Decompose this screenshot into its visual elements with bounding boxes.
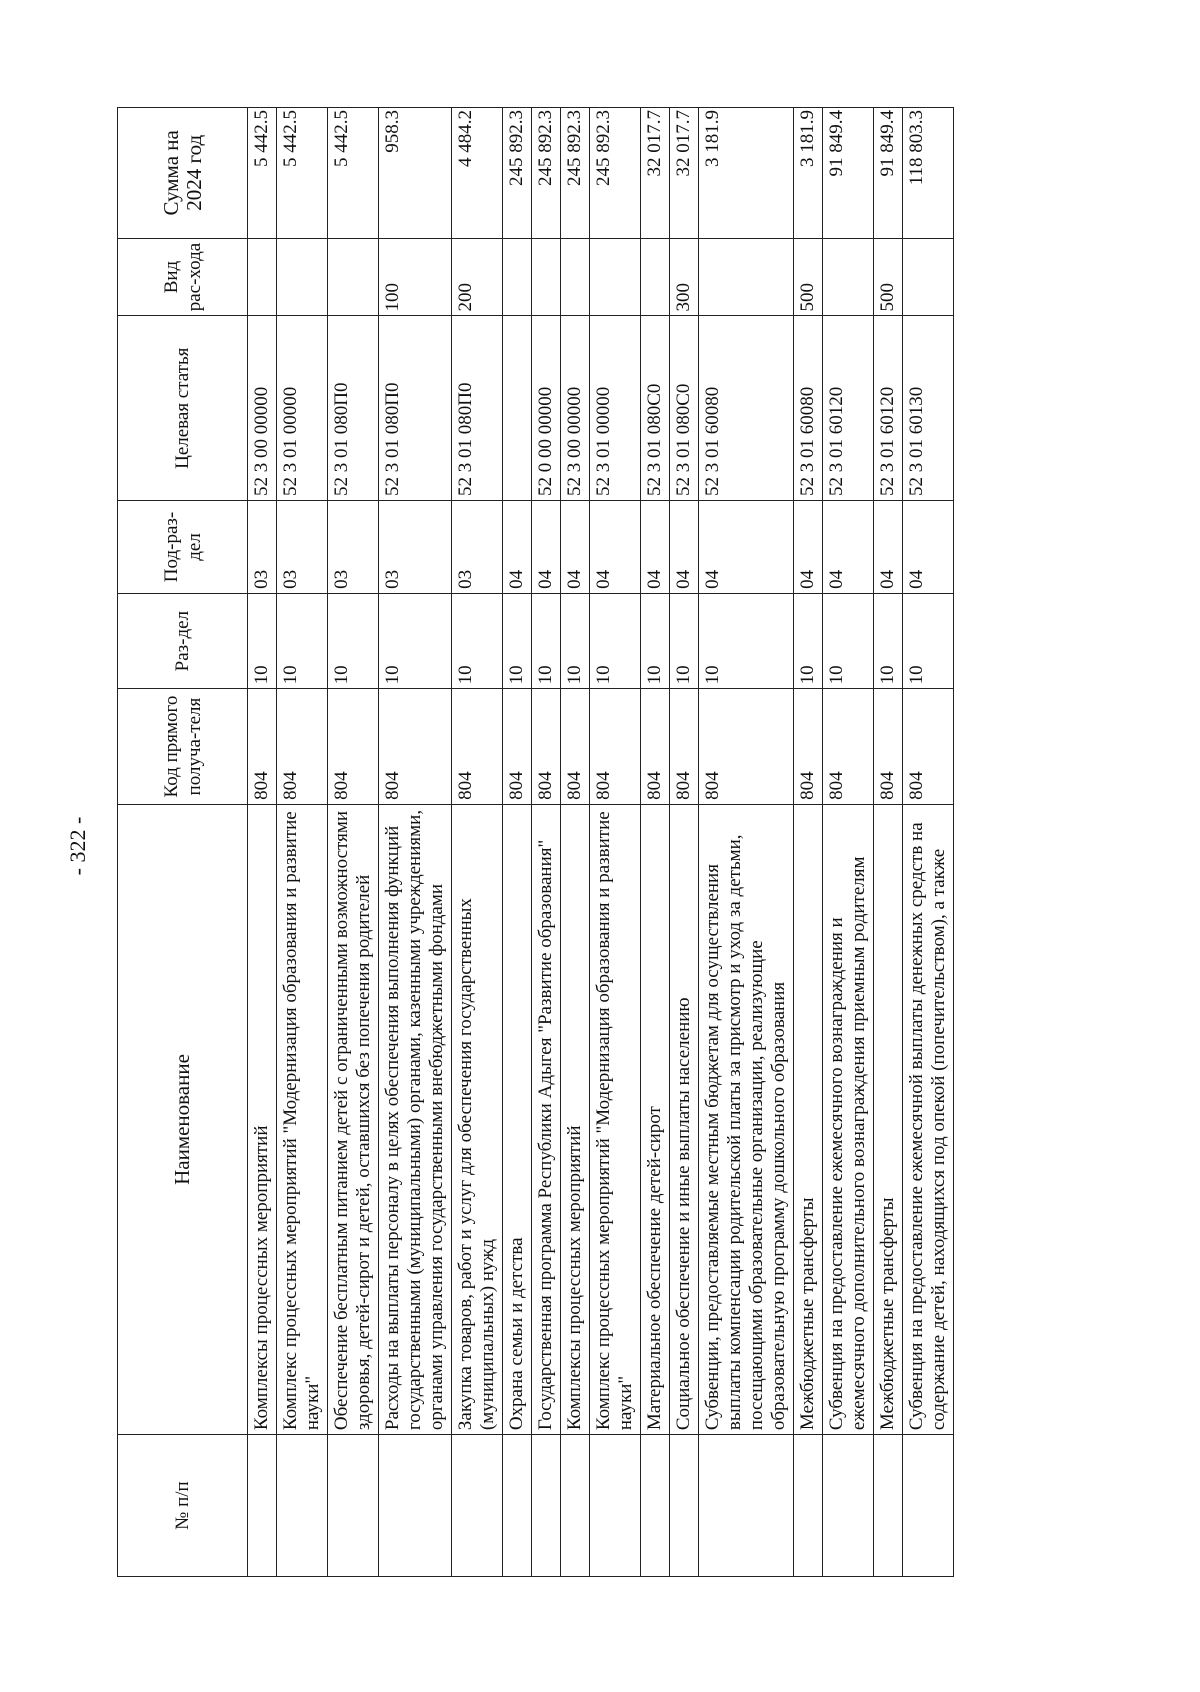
cell-target: 52 3 01 080С0 <box>641 316 670 501</box>
cell-subsection: 03 <box>277 501 328 594</box>
cell-sum: 5 442.5 <box>248 108 277 239</box>
cell-code: 804 <box>699 689 794 805</box>
cell-name: Государственная программа Республики Адыгея "Развитие образования" <box>532 804 561 1434</box>
cell-num <box>561 1435 590 1577</box>
cell-code: 804 <box>590 689 641 805</box>
cell-code: 804 <box>670 689 699 805</box>
cell-kind: 300 <box>670 238 699 316</box>
cell-target: 52 3 01 60120 <box>823 316 874 501</box>
cell-kind <box>641 238 670 316</box>
cell-sum: 245 892.3 <box>561 108 590 239</box>
cell-section: 10 <box>903 593 954 688</box>
cell-name: Субвенция на предоставление ежемесячного вознаграждения и ежемесячного дополнительного вознаграждения приемным родителям <box>823 804 874 1434</box>
cell-target <box>503 316 532 501</box>
cell-code: 804 <box>328 689 379 805</box>
cell-code: 804 <box>874 689 903 805</box>
cell-sum: 91 849.4 <box>874 108 903 239</box>
cell-num <box>503 1435 532 1577</box>
cell-target: 52 3 00 00000 <box>561 316 590 501</box>
table-row <box>379 108 452 1577</box>
cell-kind <box>561 238 590 316</box>
cell-num <box>452 1435 503 1577</box>
cell-kind <box>903 238 954 316</box>
header-sum: Сумма на 2024 год <box>118 108 248 239</box>
cell-subsection: 04 <box>590 501 641 594</box>
cell-code: 804 <box>503 689 532 805</box>
cell-code: 804 <box>379 689 452 805</box>
cell-section: 10 <box>670 593 699 688</box>
cell-target: 52 3 01 60130 <box>903 316 954 501</box>
header-num: № п/п <box>118 1435 248 1577</box>
cell-name: Охрана семьи и детства <box>503 804 532 1434</box>
header-section: Раз-дел <box>118 593 248 688</box>
cell-target: 52 0 00 00000 <box>532 316 561 501</box>
cell-name: Межбюджетные трансферты <box>874 804 903 1434</box>
cell-sum: 5 442.5 <box>277 108 328 239</box>
cell-code: 804 <box>641 689 670 805</box>
cell-kind: 500 <box>794 238 823 316</box>
cell-target: 52 3 01 00000 <box>277 316 328 501</box>
cell-target: 52 3 01 00000 <box>590 316 641 501</box>
cell-code: 804 <box>277 689 328 805</box>
cell-section: 10 <box>874 593 903 688</box>
cell-sum: 245 892.3 <box>532 108 561 239</box>
cell-target: 52 3 01 60120 <box>874 316 903 501</box>
cell-num <box>590 1435 641 1577</box>
table-row <box>328 108 379 1577</box>
table-row <box>452 108 503 1577</box>
cell-num <box>277 1435 328 1577</box>
cell-name: Межбюджетные трансферты <box>794 804 823 1434</box>
page-number: - 322 - <box>65 816 90 876</box>
cell-section: 10 <box>277 593 328 688</box>
cell-kind <box>328 238 379 316</box>
cell-num <box>903 1435 954 1577</box>
cell-target: 52 3 01 080П0 <box>379 316 452 501</box>
cell-name: Расходы на выплаты персоналу в целях обеспечения выполнения функций государственными (муниципальными) органами, казенными учреждениями, органами управления государственными внебюджетными фондами <box>379 804 452 1434</box>
cell-code: 804 <box>903 689 954 805</box>
cell-sum: 245 892.3 <box>590 108 641 239</box>
cell-num <box>248 1435 277 1577</box>
cell-code: 804 <box>532 689 561 805</box>
cell-sum: 91 849.4 <box>823 108 874 239</box>
cell-num <box>874 1435 903 1577</box>
cell-subsection: 03 <box>248 501 277 594</box>
header-subsection: Под-раз-дел <box>118 501 248 594</box>
cell-kind <box>503 238 532 316</box>
rotated-table-wrapper <box>117 107 1077 1577</box>
cell-num <box>823 1435 874 1577</box>
cell-sum: 3 181.9 <box>699 108 794 239</box>
cell-code: 804 <box>823 689 874 805</box>
cell-section: 10 <box>823 593 874 688</box>
cell-section: 10 <box>248 593 277 688</box>
cell-name: Комплекс процессных мероприятий "Модернизация образования и развитие науки" <box>590 804 641 1434</box>
cell-code: 804 <box>794 689 823 805</box>
cell-num <box>641 1435 670 1577</box>
table-row <box>699 108 794 1577</box>
cell-subsection: 04 <box>670 501 699 594</box>
cell-name: Обеспечение бесплатным питанием детей с ограниченными возможностями здоровья, детей-сирот и детей, оставшихся без попечения родителей <box>328 804 379 1434</box>
cell-kind: 500 <box>874 238 903 316</box>
cell-section: 10 <box>452 593 503 688</box>
cell-sum: 958.3 <box>379 108 452 239</box>
cell-kind <box>532 238 561 316</box>
table-row <box>503 108 532 1577</box>
cell-section: 10 <box>699 593 794 688</box>
cell-code: 804 <box>561 689 590 805</box>
cell-code: 804 <box>248 689 277 805</box>
table-row <box>532 108 561 1577</box>
cell-num <box>794 1435 823 1577</box>
cell-name: Комплексы процессных мероприятий <box>561 804 590 1434</box>
cell-subsection: 04 <box>794 501 823 594</box>
cell-subsection: 04 <box>561 501 590 594</box>
cell-subsection: 04 <box>641 501 670 594</box>
cell-code: 804 <box>452 689 503 805</box>
cell-name: Субвенция на предоставление ежемесячной выплаты денежных средств на содержание детей, находящихся под опекой (попечительством), а также <box>903 804 954 1434</box>
table-row <box>277 108 328 1577</box>
cell-target: 52 3 00 00000 <box>248 316 277 501</box>
cell-name: Комплекс процессных мероприятий "Модернизация образования и развитие науки" <box>277 804 328 1434</box>
cell-sum: 32 017.7 <box>641 108 670 239</box>
cell-kind: 100 <box>379 238 452 316</box>
cell-section: 10 <box>794 593 823 688</box>
header-name: Наименование <box>118 804 248 1434</box>
cell-kind <box>590 238 641 316</box>
cell-kind <box>277 238 328 316</box>
cell-name: Социальное обеспечение и иные выплаты населению <box>670 804 699 1434</box>
table-row <box>823 108 874 1577</box>
cell-section: 10 <box>379 593 452 688</box>
table-row <box>903 108 954 1577</box>
cell-subsection: 04 <box>823 501 874 594</box>
cell-section: 10 <box>641 593 670 688</box>
cell-num <box>379 1435 452 1577</box>
cell-sum: 3 181.9 <box>794 108 823 239</box>
table-row <box>670 108 699 1577</box>
cell-target: 52 3 01 080П0 <box>452 316 503 501</box>
cell-num <box>699 1435 794 1577</box>
cell-section: 10 <box>561 593 590 688</box>
cell-subsection: 03 <box>328 501 379 594</box>
cell-kind <box>699 238 794 316</box>
cell-section: 10 <box>328 593 379 688</box>
cell-subsection: 04 <box>874 501 903 594</box>
table-row <box>641 108 670 1577</box>
cell-sum: 245 892.3 <box>503 108 532 239</box>
cell-num <box>532 1435 561 1577</box>
table-row <box>794 108 823 1577</box>
cell-sum: 32 017.7 <box>670 108 699 239</box>
cell-num <box>328 1435 379 1577</box>
cell-name: Субвенции, предоставляемые местным бюджетам для осуществления выплаты компенсации родительской платы за присмотр и уход за детьми, посещающими образовательные организации, реализующие образовательную программу дошкольного образования <box>699 804 794 1434</box>
budget-table <box>117 107 954 1577</box>
cell-subsection: 03 <box>452 501 503 594</box>
cell-subsection: 04 <box>699 501 794 594</box>
table-row <box>248 108 277 1577</box>
cell-subsection: 04 <box>503 501 532 594</box>
cell-subsection: 04 <box>532 501 561 594</box>
cell-section: 10 <box>532 593 561 688</box>
header-code: Код прямого получа-теля <box>118 689 248 805</box>
cell-name: Закупка товаров, работ и услуг для обеспечения государственных (муниципальных) нужд <box>452 804 503 1434</box>
table-row <box>590 108 641 1577</box>
cell-target: 52 3 01 080П0 <box>328 316 379 501</box>
cell-target: 52 3 01 60080 <box>794 316 823 501</box>
cell-sum: 5 442.5 <box>328 108 379 239</box>
header-target: Целевая статья <box>118 316 248 501</box>
cell-section: 10 <box>590 593 641 688</box>
cell-kind: 200 <box>452 238 503 316</box>
cell-subsection: 03 <box>379 501 452 594</box>
cell-target: 52 3 01 080С0 <box>670 316 699 501</box>
cell-kind <box>248 238 277 316</box>
cell-sum: 4 484.2 <box>452 108 503 239</box>
table-row <box>561 108 590 1577</box>
header-kind: Вид рас-хода <box>118 238 248 316</box>
table-row <box>874 108 903 1577</box>
cell-num <box>670 1435 699 1577</box>
cell-target: 52 3 01 60080 <box>699 316 794 501</box>
cell-section: 10 <box>503 593 532 688</box>
cell-kind <box>823 238 874 316</box>
header-row <box>118 108 248 1577</box>
cell-name: Материальное обеспечение детей-сирот <box>641 804 670 1434</box>
cell-sum: 118 803.3 <box>903 108 954 239</box>
cell-name: Комплексы процессных мероприятий <box>248 804 277 1434</box>
cell-subsection: 04 <box>903 501 954 594</box>
